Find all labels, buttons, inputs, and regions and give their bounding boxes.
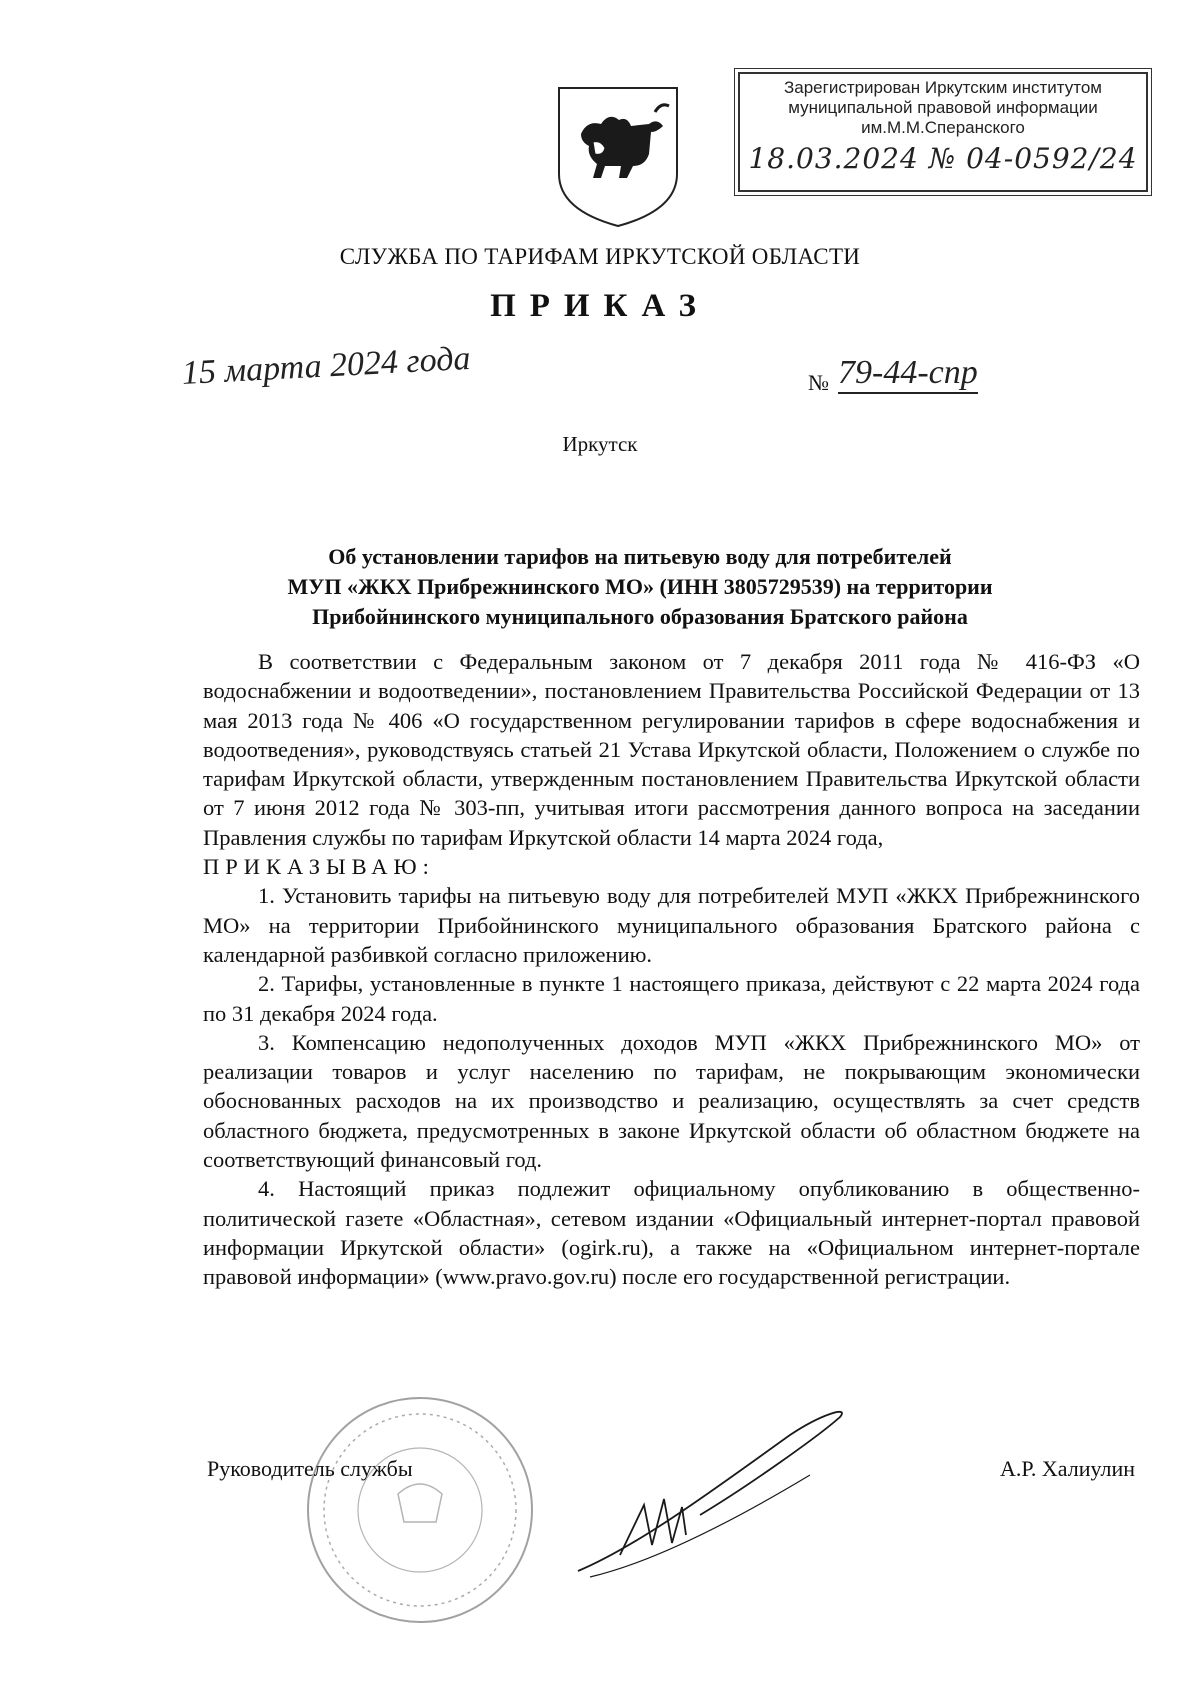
registration-stamp <box>738 72 1148 192</box>
title-line-2: МУП «ЖКХ Прибрежнинского МО» (ИНН 3805729539) на территории <box>287 574 993 599</box>
official-seal-icon <box>300 1390 540 1630</box>
document-type: ПРИКАЗ <box>490 288 710 324</box>
order-number-handwritten: 79-44-спр <box>838 354 978 394</box>
signatory-position: Руководитель службы <box>207 1456 413 1481</box>
preamble-paragraph: В соответствии с Федеральным законом от 7 декабря 2011 года № 416-ФЗ «О водоснабжении и водоотведении», постановлением Правительства Российской Федерации от 13 мая 2013 года № 406 «О государственном регулировании тарифов в сфере водоснабжения и водоотведения», руководствуясь статьей 21 Устава Иркутской области, Положением о службе по тарифам Иркутской области, утвержденным постановлением Правительства Иркутской области от 7 июня 2012 года № 303-пп, учитывая итоги рассмотрения данного вопроса на заседании Правления службы по тарифам Иркутской области 14 марта 2024 года, <box>203 649 1140 850</box>
order-item-1: 1. Установить тарифы на питьевую воду для потребителей МУП «ЖКХ Прибрежнинского МО» на территории Прибойнинского муниципального образования Братского района с календарной разбивкой согласно приложению. <box>203 883 1140 967</box>
city-name: Иркутск <box>562 432 638 456</box>
agency-name: СЛУЖБА ПО ТАРИФАМ ИРКУТСКОЙ ОБЛАСТИ <box>339 244 861 269</box>
title-line-3: Прибойнинского муниципального образования Братского района <box>312 604 968 629</box>
order-word: ПРИКАЗЫВАЮ: <box>203 854 435 880</box>
document-title <box>200 542 1080 632</box>
signatory-name: А.Р. Халиулин <box>1000 1456 1136 1481</box>
registration-stamp-line1: Зарегистрирован Иркутским институтом <box>783 78 1102 97</box>
registration-number-handwritten: 18.03.2024 № 04-0592/24 <box>748 142 1138 175</box>
order-item-3: 3. Компенсацию недополученных доходов МУП «ЖКХ Прибрежнинского МО» от реализации товаров и услуг населению по тарифам, не покрывающим экономически обоснованных расходов на их производство и реализацию, осуществлять за счет средств областного бюджета, предусмотренных в законе Иркутской области об областном бюджете на соответствующий финансовый год. <box>203 1029 1140 1173</box>
registration-stamp-line2: муниципальной правовой информации <box>788 98 1098 117</box>
order-item-2: 2. Тарифы, установленные в пункте 1 настоящего приказа, действуют с 22 марта 2024 года по 31 декабря 2024 года. <box>203 971 1140 1026</box>
title-line-1: Об установлении тарифов на питьевую воду для потребителей <box>328 544 952 569</box>
order-item-4: 4. Настоящий приказ подлежит официальному опубликованию в общественно-политической газете «Областная», сетевом издании «Официальный интернет-портал правовой информации Иркутской области» (ogirk.ru), а также на «Официальном интернет-портале правовой информации» (www.pravo.gov.ru) после его государственной регистрации. <box>203 1176 1140 1290</box>
order-date-handwritten: 15 марта 2024 года <box>181 339 472 392</box>
coat-of-arms-icon <box>553 82 683 230</box>
registration-stamp-line3: им.М.М.Сперанского <box>861 118 1025 137</box>
document-body <box>203 647 1140 1292</box>
handwritten-signature-icon <box>560 1395 860 1585</box>
order-number-label: № <box>808 370 829 395</box>
